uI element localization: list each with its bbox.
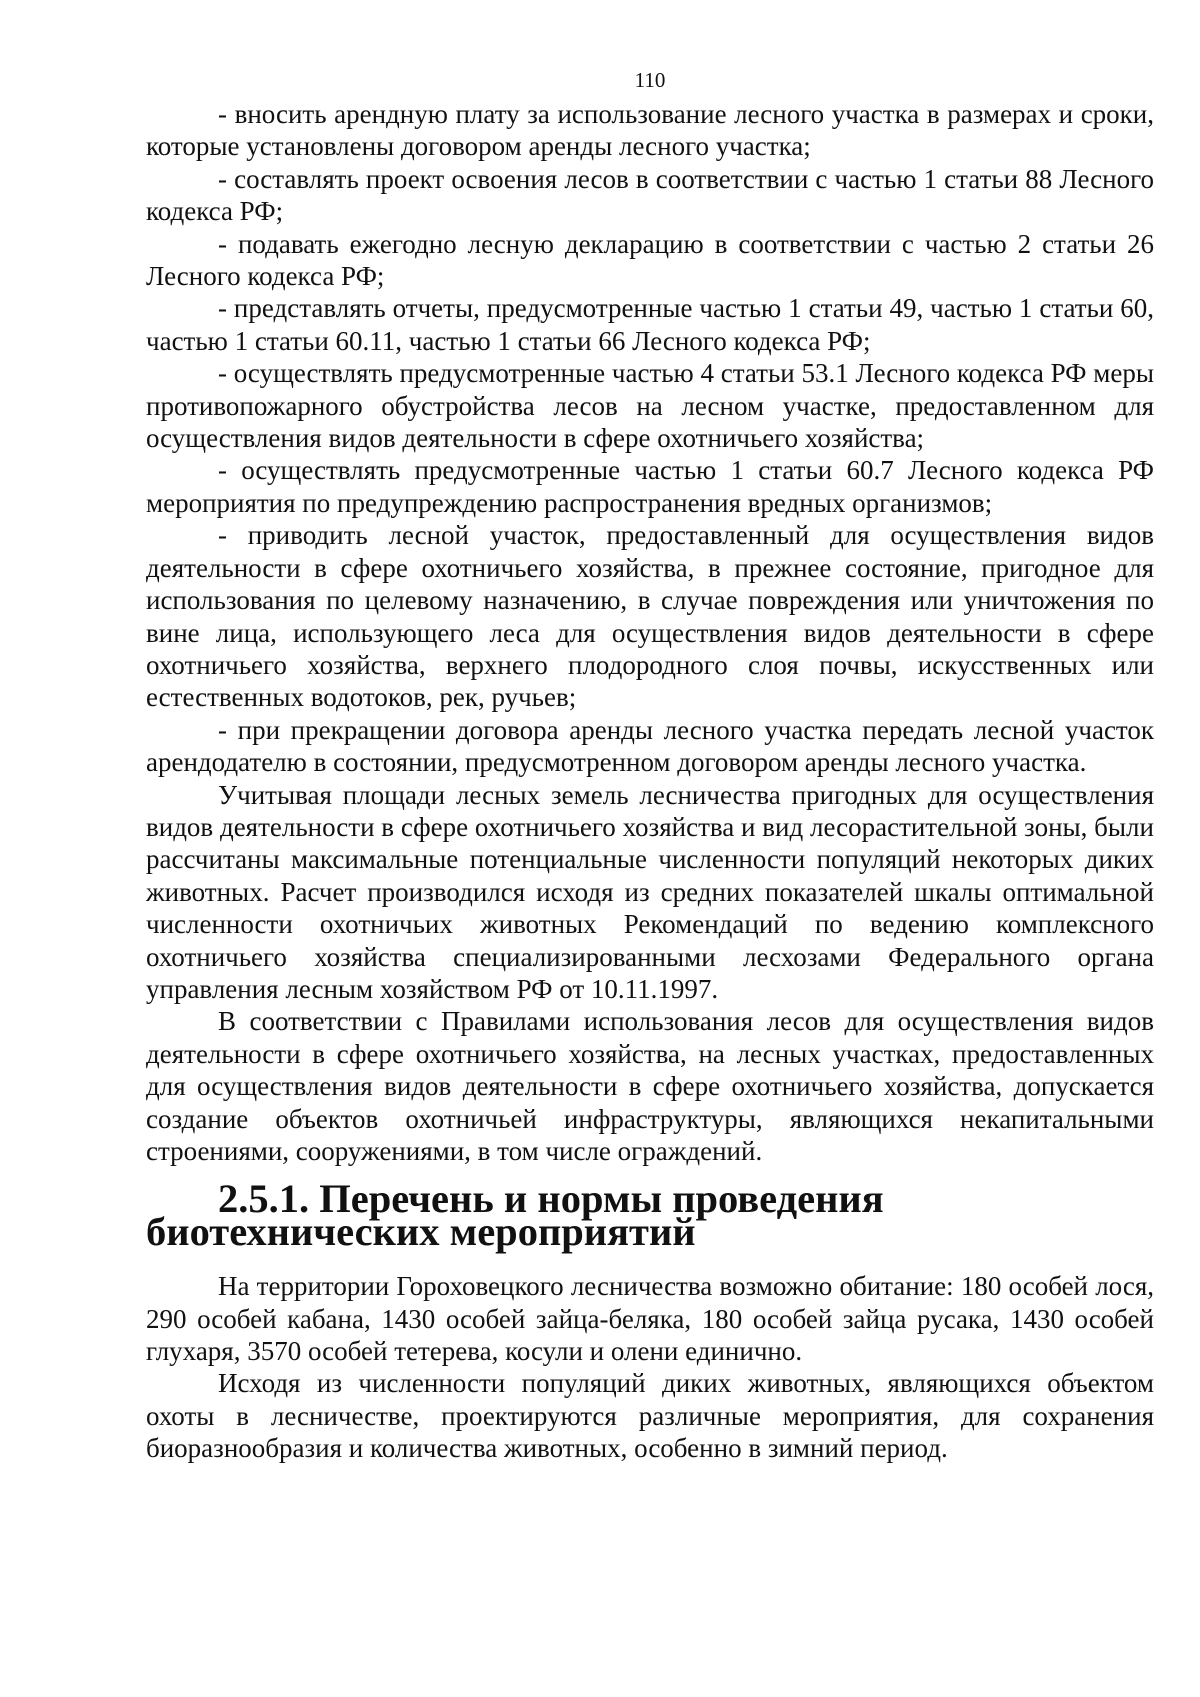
page-number: 110 xyxy=(634,68,666,92)
paragraph-animal-habitat: На территории Гороховецкого лесничества возможно обитание: 180 особей лося, 290 особей кабана, 1430 особей зайца-беляка, 180 особей зайца русака, 1430 особей глухаря, 3570 особей тетерева, косули и олени единично. xyxy=(146,1271,1154,1367)
paragraph-biotechnical-measures: Исходя из численности популяций диких животных, являющихся объектом охоты в лесничестве, проектируются различные мероприятия, для сохранения биоразнообразия и количества животных, особенно в зимний период. xyxy=(146,1368,1154,1464)
paragraph-pest-prevention: - осуществлять предусмотренные частью 1 статьи 60.7 Лесного кодекса РФ мероприятия по предупреждению распространения вредных организмов; xyxy=(146,455,1154,518)
paragraph-hunting-infrastructure: В соответствии с Правилами использования лесов для осуществления видов деятельности в сфере охотничьего хозяйства, на лесных участках, предоставленных для осуществления видов деятельности в сфере охотничьего хозяйства, допускается создание объектов охотничьей инфраструктуры, являющихся некапитальными строениями, сооружениями, в том числе ограждений. xyxy=(146,1006,1154,1166)
paragraph-fire-prevention: - осуществлять предусмотренные частью 4 статьи 53.1 Лесного кодекса РФ меры противопожарного обустройства лесов на лесном участке, предоставленном для осуществления видов деятельности в сфере охотничьего хозяйства; xyxy=(146,358,1154,454)
paragraph-lease-termination: - при прекращении договора аренды лесного участка передать лесной участок арендодателю в состоянии, предусмотренном договором аренды лесного участка. xyxy=(146,714,1154,778)
paragraph-restoration: - приводить лесной участок, предоставленный для осуществления видов деятельности в сфере охотничьего хозяйства, в прежнее состояние, пригодное для использования по целевому назначению, в случае повреждения или уничтожения по вине лица, использующего леса для осуществления видов деятельности в сфере охотничьего хозяйства, верхнего плодородного слоя почвы, искусственных или естественных водотоков, рек, ручьев; xyxy=(146,520,1154,713)
paragraph-forest-project: - составлять проект освоения лесов в соответствии с частью 1 статьи 88 Лесного кодекса РФ; xyxy=(146,163,1154,227)
section-heading: 2.5.1. Перечень и нормы проведения биотехнических мероприятий xyxy=(146,1176,884,1254)
paragraph-rent-payment: - вносить арендную плату за использование лесного участка в размерах и сроки, которые установлены договором аренды лесного участка; xyxy=(146,99,1154,162)
document-page xyxy=(146,68,1154,1465)
paragraph-population-calculation: Учитывая площади лесных земель лесничества пригодных для осуществления видов деятельности в сфере охотничьего хозяйства и вид лесорастительной зоны, были рассчитаны максимальные потенциальные численности популяций некоторых диких животных. Расчет производился исходя из средних показателей шкалы оптимальной численности охотничьих животных Рекомендаций по ведению комплексного охотничьего хозяйства специализированными лесхозами Федерального органа управления лесным хозяйством РФ от 10.11.1997. xyxy=(146,779,1154,1004)
paragraph-forest-declaration: - подавать ежегодно лесную декларацию в соответствии с частью 2 статьи 26 Лесного кодекса РФ; xyxy=(146,228,1154,292)
paragraph-reports: - представлять отчеты, предусмотренные частью 1 статьи 49, частью 1 статьи 60, частью 1 статьи 60.11, частью 1 статьи 66 Лесного кодекса РФ; xyxy=(146,293,1154,356)
